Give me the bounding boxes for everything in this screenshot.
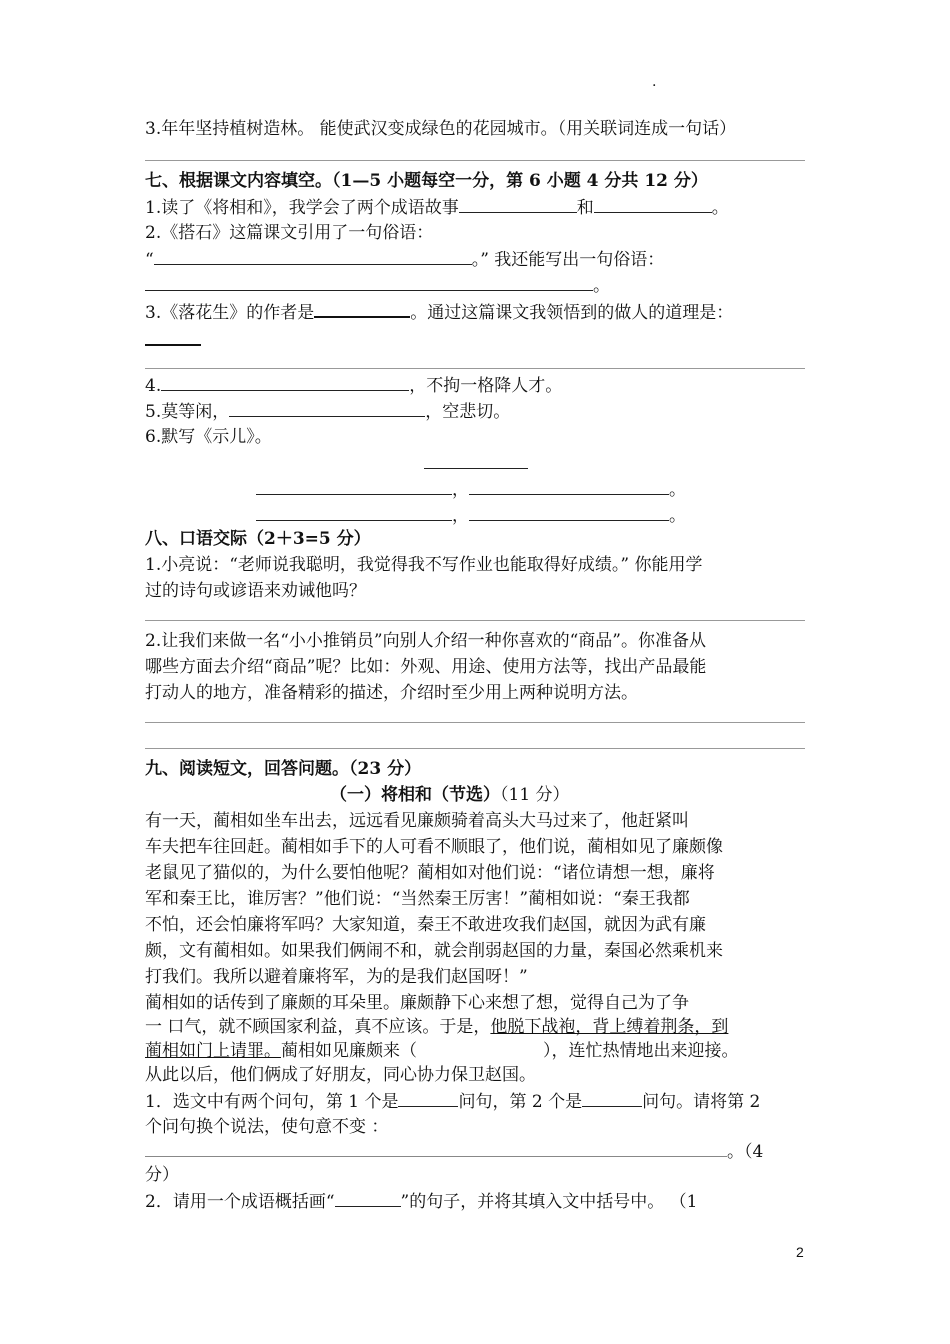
- fill-blank[interactable]: [154, 248, 472, 265]
- s9-question-1-line3: 。（4: [145, 1140, 763, 1163]
- s7-question-3-line2: [145, 328, 201, 352]
- section-8-title: 八、口语交际（2＋3=5 分）: [145, 529, 371, 549]
- answer-line: [145, 748, 805, 749]
- fill-blank[interactable]: [469, 478, 669, 495]
- s7-question-6: 6.默写《示儿》。: [145, 427, 272, 447]
- page-number: 2: [796, 1244, 804, 1260]
- fill-blank[interactable]: [459, 196, 577, 213]
- s7-question-2-line2: “ 。” 我还能写出一句俗语：: [145, 250, 665, 270]
- s8-question-2-line2: 哪些方面去介绍“商品”呢？比如：外观、用途、使用方法等，找出产品最能: [145, 657, 707, 677]
- fill-blank[interactable]: [229, 400, 425, 417]
- s6-question-3: 3.年年坚持植树造林。 能使武汉变成绿色的花园城市。（用关联词连成一句话）: [145, 119, 737, 139]
- poem-line-1: ， 。: [256, 478, 686, 501]
- s7-question-5: 5.莫等闲， ，空悲切。: [145, 402, 511, 422]
- fill-blank[interactable]: [145, 1140, 727, 1157]
- fill-blank[interactable]: [469, 504, 669, 521]
- answer-line: [145, 368, 805, 369]
- passage-line: 从此以后，他们俩成了好朋友，同心协力保卫赵国。: [145, 1065, 536, 1085]
- passage-line: 颇，文有蔺相如。如果我们俩闹不和，就会削弱赵国的力量，秦国必然乘机来: [145, 941, 723, 961]
- fill-blank[interactable]: [256, 478, 452, 495]
- passage-line: 打我们。我所以避着廉将军，为的是我们赵国呀！”: [145, 967, 528, 987]
- answer-line: [145, 722, 805, 723]
- s8-question-1: 1.小亮说：“老师说我聪明，我觉得我不写作业也能取得好成绩。” 你能用学: [145, 555, 703, 575]
- section-9-title: 九、阅读短文，回答问题。（23 分）: [145, 759, 422, 779]
- fill-blank[interactable]: [145, 328, 201, 346]
- fill-blank[interactable]: [335, 1190, 401, 1207]
- fill-blank[interactable]: [145, 274, 593, 291]
- answer-line: [145, 620, 805, 621]
- s8-question-1-line2: 过的诗句或谚语来劝诫他吗？: [145, 581, 366, 601]
- s8-question-2: 2.让我们来做一名“小小推销员”向别人介绍一种你喜欢的“商品”。你准备从: [145, 631, 706, 651]
- passage-line: 一 口气，就不顾国家利益，真不应该。于是，他脱下战袍，背上缚着荆条，到: [145, 1017, 729, 1037]
- s7-question-2-line3: 。: [145, 274, 610, 297]
- s7-question-1: 1.读了《将相和》，我学会了两个成语故事 和 。: [145, 198, 729, 218]
- passage-line: 车夫把车往回赶。蔺相如手下的人可看不顺眼了，他们说，蔺相如见了廉颇像: [145, 837, 723, 857]
- passage-line: 老鼠见了猫似的，为什么要怕他呢？蔺相如对他们说：“诸位请想一想，廉将: [145, 863, 715, 883]
- s9-question-1-line4: 分）: [145, 1165, 179, 1185]
- fill-blank[interactable]: [594, 196, 712, 213]
- header-dot: .: [652, 74, 657, 90]
- fill-blank[interactable]: [582, 1090, 642, 1107]
- s7-question-4: 4. ，不拘一格降人才。: [145, 376, 563, 396]
- passage-line: 蔺相如门上请罪。蔺相如见廉颇来（ ），连忙热情地出来迎接。: [145, 1041, 739, 1061]
- underlined-sentence: 他脱下战袍，背上缚着荆条，到: [490, 1017, 729, 1037]
- fill-blank[interactable]: [398, 1090, 458, 1107]
- reading-subtitle: （一）将相和（节选）（11 分）: [330, 785, 570, 805]
- s7-question-2: 2.《搭石》这篇课文引用了一句俗语：: [145, 223, 434, 243]
- fill-blank[interactable]: [314, 300, 410, 318]
- s8-question-2-line3: 打动人的地方，准备精彩的描述，介绍时至少用上两种说明方法。: [145, 683, 638, 703]
- s9-question-1-line2: 个问句换个说法，使句意不变 ：: [145, 1117, 389, 1137]
- s9-question-1: 1．选文中有两个问句，第 1 个是 问句，第 2 个是 问句。请将第 2: [145, 1092, 761, 1112]
- section-7-title: 七、根据课文内容填空。（1—5 小题每空一分，第 6 小题 4 分共 12 分）: [145, 171, 708, 191]
- s7-question-3: 3.《落花生》的作者是 。通过这篇课文我领悟到的做人的道理是：: [145, 300, 733, 324]
- passage-line: 蔺相如的话传到了廉颇的耳朵里。廉颇静下心来想了想，觉得自己为了争: [145, 993, 689, 1013]
- fill-blank[interactable]: [424, 452, 528, 469]
- answer-line: [145, 160, 805, 161]
- passage-line: 军和秦王比，谁厉害？”他们说：“当然秦王厉害！”蔺相如说：“秦王我都: [145, 889, 690, 909]
- fill-blank[interactable]: [161, 374, 409, 391]
- poem-line-2: ， 。: [256, 504, 686, 527]
- fill-blank[interactable]: [256, 504, 452, 521]
- passage-line: 有一天，蔺相如坐车出去，远远看见廉颇骑着高头大马过来了，他赶紧叫: [145, 811, 689, 831]
- s9-question-2: 2．请用一个成语概括画“ ”的句子，并将其填入文中括号中。 （1: [145, 1192, 698, 1212]
- passage-line: 不怕，还会怕廉将军吗？大家知道，秦王不敢进攻我们赵国，就因为武有廉: [145, 915, 706, 935]
- poem-title-blank: [424, 452, 528, 475]
- underlined-sentence: 蔺相如门上请罪。: [145, 1041, 281, 1061]
